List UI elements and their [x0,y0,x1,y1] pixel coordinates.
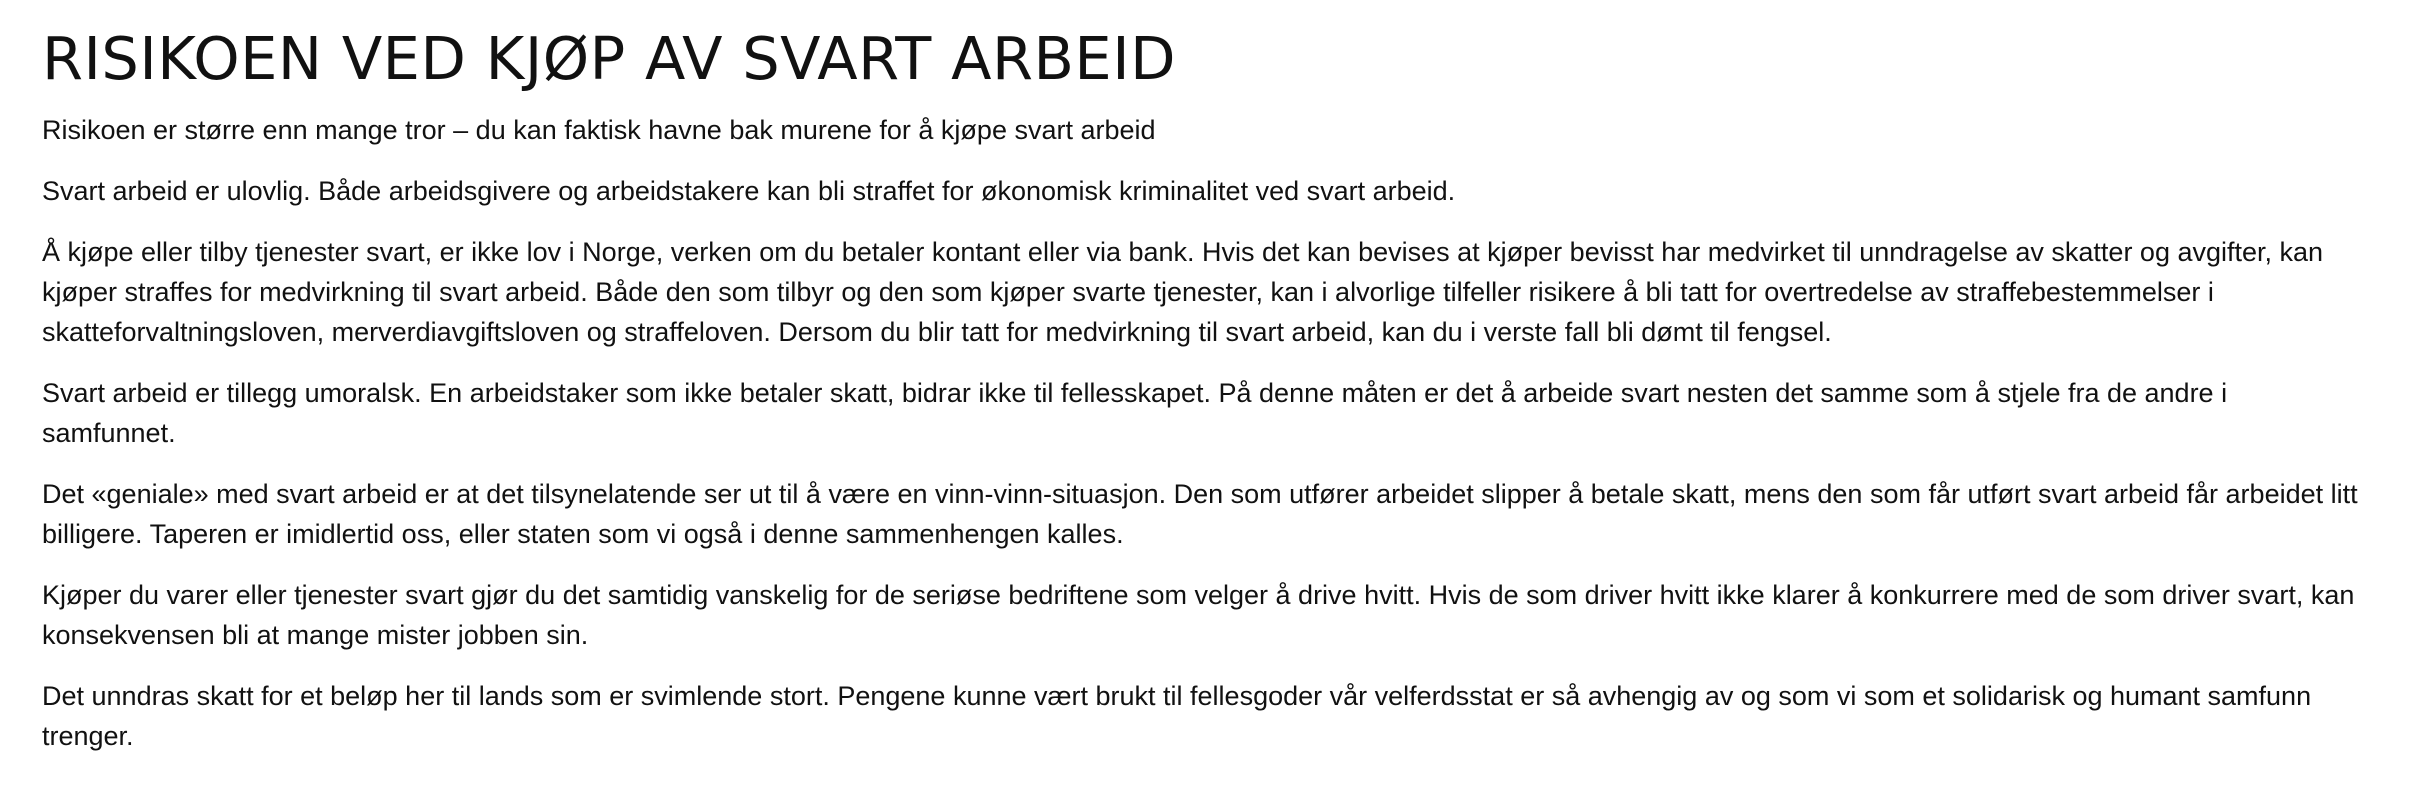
article-paragraph: Svart arbeid er ulovlig. Både arbeidsgivere og arbeidstakere kan bli straffet for økonomisk kriminalitet ved svart arbeid. [42,176,1456,206]
article-paragraph: Det unndras skatt for et beløp her til lands som er svimlende stort. Pengene kunne vært brukt til fellesgoder vår velferdsstat er så avhengig av og som vi som et solidarisk og humant samfunn trenger. [42,681,2312,751]
article-paragraph: Kjøper du varer eller tjenester svart gjør du det samtidig vanskelig for de seriøse bedriftene som velger å drive hvitt. Hvis de som driver hvitt ikke klarer å konkurrere med de som driver svart, kan konsekvensen bli at mange mister jobben sin. [42,580,2355,650]
article-paragraph: Det «geniale» med svart arbeid er at det tilsynelatende ser ut til å være en vinn-vinn-situasjon. Den som utfører arbeidet slipper å betale skatt, mens den som får utført svart arbeid får arbeidet litt billigere. Taperen er imidlertid oss, eller staten som vi også i denne sammenhengen kalles. [42,479,2358,549]
article-intro: Risikoen er større enn mange tror – du kan faktisk havne bak murene for å kjøpe svart arbeid [42,115,1156,145]
article-paragraph: Å kjøpe eller tilby tjenester svart, er ikke lov i Norge, verken om du betaler kontant eller via bank. Hvis det kan bevises at kjøper bevisst har medvirket til unndragelse av skatter og avgifter, kan kjøper straffes for medvirkning til svart arbeid. Både den som tilbyr og den som kjøper svarte tjenester, kan i alvorlige tilfeller risikere å bli tatt for overtredelse av straffebestemmelser i skatteforvaltningsloven, merverdiavgiftsloven og straffeloven. Dersom du blir tatt for medvirkning til svart arbeid, kan du i verste fall bli dømt til fengsel. [42,237,2324,347]
article-paragraph: Svart arbeid er tillegg umoralsk. En arbeidstaker som ikke betaler skatt, bidrar ikke til fellesskapet. På denne måten er det å arbeide svart nesten det samme som å stjele fra de andre i samfunnet. [42,378,2228,448]
page-title: RISIKOEN VED KJØP AV SVART ARBEID [42,24,1177,93]
article [42,26,2368,777]
